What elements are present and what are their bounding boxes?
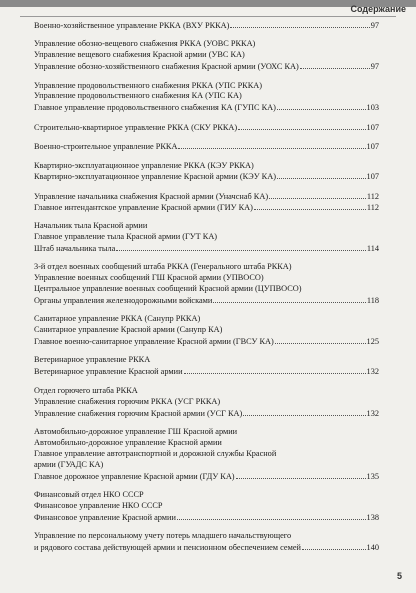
toc-entry-page: 103 [366, 103, 379, 113]
toc-group [34, 314, 379, 347]
toc-entry-page: 118 [366, 295, 379, 305]
dot-leader [213, 295, 365, 303]
toc-group [34, 490, 379, 523]
toc-entry[interactable] [34, 232, 379, 243]
toc-entry-title: Управление снабжения горючим Красной армии (УСГ КА) [34, 408, 243, 418]
dot-leader [177, 512, 366, 520]
toc-entry-title: армии (ГУАДС КА) [34, 459, 104, 469]
toc-entry[interactable] [34, 262, 379, 273]
toc-entry[interactable] [34, 91, 379, 102]
toc-entry-page: 112 [366, 191, 379, 201]
toc-entry-title: Управление снабжения горючим РККА (УСГ РККА) [34, 396, 221, 406]
toc-entry-title: Автомобильно-дорожное управление ГШ Красной армии [34, 426, 238, 436]
toc-entry-page: 125 [366, 337, 379, 347]
toc-entry[interactable] [34, 161, 379, 172]
toc-group [34, 355, 379, 377]
toc-entry[interactable] [34, 490, 379, 501]
toc-entry-title: Управление по персональному учету потерь младшего начальствующего [34, 531, 292, 541]
table-of-contents [34, 20, 379, 561]
toc-entry[interactable] [34, 20, 379, 31]
toc-entry-title: Центральное управление военных сообщений Красной армии (ЦУПВОСО) [34, 284, 302, 294]
toc-entry-title: Управление обозно-вещевого снабжения РККА (УОВС РККА) [34, 39, 256, 49]
toc-entry-title: Управление военных сообщений ГШ Красной армии (УПВОСО) [34, 273, 264, 283]
toc-entry-page: 140 [366, 542, 379, 552]
toc-group [34, 191, 379, 213]
section-title: Содержание [350, 4, 406, 14]
dot-leader [184, 366, 366, 374]
toc-entry[interactable] [34, 122, 379, 133]
toc-entry[interactable] [34, 438, 379, 449]
dot-leader [277, 102, 366, 110]
toc-entry-title: Санитарное управление РККА (Санупр РККА) [34, 314, 201, 324]
toc-entry-title: Главное интендантское управление Красной армии (ГИУ КА) [34, 202, 253, 212]
toc-entry[interactable] [34, 531, 379, 542]
toc-entry[interactable] [34, 386, 379, 397]
dot-leader [236, 471, 366, 479]
dot-leader [302, 542, 366, 550]
dot-leader [230, 20, 369, 28]
toc-group [34, 122, 379, 133]
header-divider [20, 16, 396, 17]
toc-entry-title: Главное управление автотранспортной и дорожной службы Красной [34, 448, 277, 458]
toc-entry-title: Управление обозно-хозяйственного снабжения Красной армии (УОХС КА) [34, 62, 299, 72]
toc-entry[interactable] [34, 221, 379, 232]
toc-entry[interactable] [34, 449, 379, 460]
toc-entry[interactable] [34, 460, 379, 471]
toc-entry-title: Начальник тыла Красной армии [34, 221, 148, 231]
dot-leader [238, 122, 365, 130]
toc-group [34, 262, 379, 306]
toc-entry-page: 135 [366, 471, 379, 481]
toc-entry-title: Финансовое управление Красной армии [34, 512, 176, 522]
toc-entry-title: Квартирно-эксплуатационное управление РККА (КЭУ РККА) [34, 160, 254, 170]
toc-entry[interactable] [34, 191, 379, 202]
toc-group [34, 427, 379, 481]
toc-entry-title: Автомобильно-дорожное управление Красной армии [34, 437, 222, 447]
toc-group [34, 161, 379, 183]
toc-entry[interactable] [34, 102, 379, 113]
toc-entry[interactable] [34, 366, 379, 377]
toc-entry[interactable] [34, 61, 379, 72]
toc-entry[interactable] [34, 542, 379, 553]
toc-entry[interactable] [34, 284, 379, 295]
dot-leader [275, 336, 366, 344]
toc-entry-title: Финансовое управление НКО СССР [34, 500, 163, 510]
toc-group [34, 81, 379, 114]
toc-entry[interactable] [34, 202, 379, 213]
toc-group [34, 531, 379, 553]
toc-entry[interactable] [34, 427, 379, 438]
toc-entry-title: 3-й отдел военных сообщений штаба РККА (Генерального штаба РККА) [34, 262, 292, 272]
dot-leader [269, 191, 366, 199]
toc-entry-title: Штаб начальника тыла [34, 243, 116, 253]
toc-entry-page: 107 [366, 122, 379, 132]
toc-entry-title: Строительно-квартирное управление РККА (СКУ РККА) [34, 122, 238, 132]
toc-entry-title: Ветеринарное управление Красной армии [34, 367, 183, 377]
toc-entry[interactable] [34, 314, 379, 325]
toc-entry-page: 97 [370, 62, 379, 72]
toc-entry[interactable] [34, 243, 379, 254]
toc-group [34, 141, 379, 152]
toc-entry[interactable] [34, 336, 379, 347]
toc-group [34, 20, 379, 31]
toc-entry[interactable] [34, 273, 379, 284]
toc-group [34, 221, 379, 254]
dot-leader [300, 61, 370, 69]
toc-entry-title: Военно-хозяйственное управление РККА (ВХУ РККА) [34, 21, 230, 30]
toc-entry-page: 97 [370, 21, 379, 30]
toc-entry[interactable] [34, 397, 379, 408]
toc-entry-title: Санитарное управление Красной армии (Санупр КА) [34, 325, 223, 335]
toc-entry-page: 138 [366, 512, 379, 522]
toc-entry[interactable] [34, 50, 379, 61]
toc-entry-title: Военно-строительное управление РККА [34, 142, 178, 152]
dot-leader [277, 171, 366, 179]
toc-entry-page: 132 [366, 367, 379, 377]
toc-entry-page: 114 [366, 243, 379, 253]
toc-entry-page: 132 [366, 408, 379, 418]
dot-leader [243, 408, 365, 416]
toc-entry-title: и рядового состава действующей армии и пенсионном обеспечением семей [34, 542, 301, 552]
toc-entry-page: 107 [366, 142, 379, 152]
toc-entry[interactable] [34, 39, 379, 50]
toc-entry[interactable] [34, 512, 379, 523]
toc-entry-title: Главное дорожное управление Красной армии (ГДУ КА) [34, 471, 235, 481]
toc-entry[interactable] [34, 295, 379, 306]
toc-entry[interactable] [34, 325, 379, 336]
toc-entry[interactable] [34, 141, 379, 152]
toc-entry-title: Управление вещевого снабжения Красной армии (УВС КА) [34, 50, 245, 60]
dot-leader [254, 202, 366, 210]
toc-group [34, 39, 379, 72]
toc-entry[interactable] [34, 171, 379, 182]
toc-entry-title: Главное управление тыла Красной армии (ГУТ КА) [34, 231, 218, 241]
page-number: 5 [396, 571, 402, 581]
toc-entry[interactable] [34, 471, 379, 482]
toc-entry[interactable] [34, 355, 379, 366]
toc-entry-page: 107 [366, 172, 379, 182]
toc-entry-title: Управление начальника снабжения Красной армии (Уначснаб КА) [34, 191, 269, 201]
toc-entry-title: Финансовый отдел НКО СССР [34, 489, 144, 499]
dot-leader [116, 243, 366, 251]
toc-entry[interactable] [34, 501, 379, 512]
toc-entry-title: Управление продовольственного снабжения РККА (УПС РККА) [34, 80, 263, 90]
toc-entry[interactable] [34, 81, 379, 92]
toc-entry-title: Органы управления железнодорожными войсками [34, 295, 213, 305]
toc-entry-title: Ветеринарное управление РККА [34, 355, 151, 365]
toc-entry-title: Управление продовольственного снабжения КА (УПС КА) [34, 91, 242, 101]
toc-entry-title: Главное военно-санитарное управление Красной армии (ГВСУ КА) [34, 337, 274, 347]
toc-entry-title: Главное управление продовольственного снабжения КА (ГУПС КА) [34, 103, 276, 113]
toc-entry-title: Квартирно-эксплуатационное управление Красной армии (КЭУ КА) [34, 172, 276, 182]
dot-leader [178, 141, 365, 149]
toc-entry[interactable] [34, 408, 379, 419]
toc-group [34, 386, 379, 419]
toc-entry-title: Отдел горючего штаба РККА [34, 385, 138, 395]
toc-entry-page: 112 [366, 202, 379, 212]
